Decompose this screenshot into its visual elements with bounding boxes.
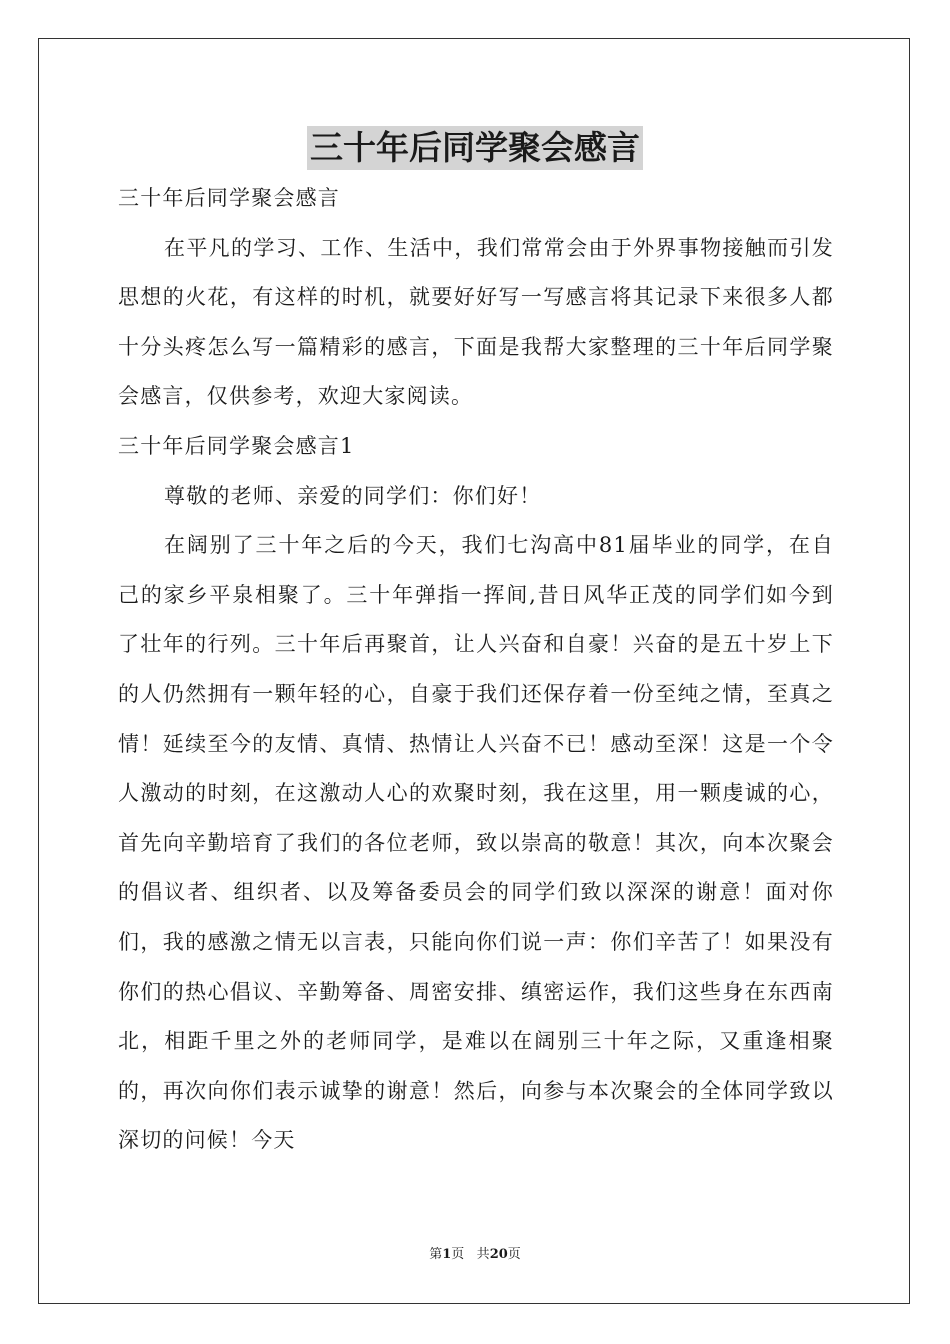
- section-heading: 三十年后同学聚会感言: [118, 186, 340, 210]
- document-title: 三十年后同学聚会感言: [307, 126, 643, 170]
- page-suffix: 页: [451, 1247, 465, 1262]
- title-wrap: [0, 126, 950, 170]
- section-heading: 三十年后同学聚会感言1: [118, 433, 355, 458]
- page-footer: [0, 1246, 950, 1264]
- total-pages: 20: [489, 1247, 508, 1262]
- document-body: [118, 174, 834, 1166]
- page-number: 1: [442, 1247, 452, 1262]
- total-prefix: 共: [476, 1247, 490, 1262]
- greeting-paragraph: 尊敬的老师、亲爱的同学们：你们好！: [164, 483, 542, 508]
- body-paragraph: 在阔别了三十年之后的今天，我们七沟高中81届毕业的同学，在自己的家乡平泉相聚了。三十年弹指一挥间,昔日风华正茂的同学们如今到了壮年的行列。三十年后再聚首，让人兴奋和自豪！兴奋的是五十岁上下的人仍然拥有一颗年轻的心，自豪于我们还保存着一份至纯之情，至真之情！延续至今的友情、真情、热情让人兴奋不已！感动至深！这是一个令人激动的时刻，在这激动人心的欢聚时刻，我在这里，用一颗虔诚的心，首先向辛勤培育了我们的各位老师，致以崇高的敬意！其次，向本次聚会的倡议者、组织者、以及筹备委员会的同学们致以深深的谢意！面对你们，我的感激之情无以言表，只能向你们说一声：你们辛苦了！如果没有你们的热心倡议、辛勤筹备、周密安排、缜密运作，我们这些身在东西南北，相距千里之外的老师同学，是难以在阔别三十年之际，又重逢相聚的，再次向你们表示诚挚的谢意！然后，向参与本次聚会的全体同学致以深切的问候！今天: [118, 533, 834, 1153]
- page-prefix: 第: [429, 1247, 443, 1262]
- intro-paragraph: 在平凡的学习、工作、生活中，我们常常会由于外界事物接触而引发思想的火花，有这样的时机，就要好好写一写感言将其记录下来很多人都十分头疼怎么写一篇精彩的感言，下面是我帮大家整理的三十年后同学聚会感言，仅供参考，欢迎大家阅读。: [118, 235, 834, 409]
- total-suffix: 页: [507, 1247, 521, 1262]
